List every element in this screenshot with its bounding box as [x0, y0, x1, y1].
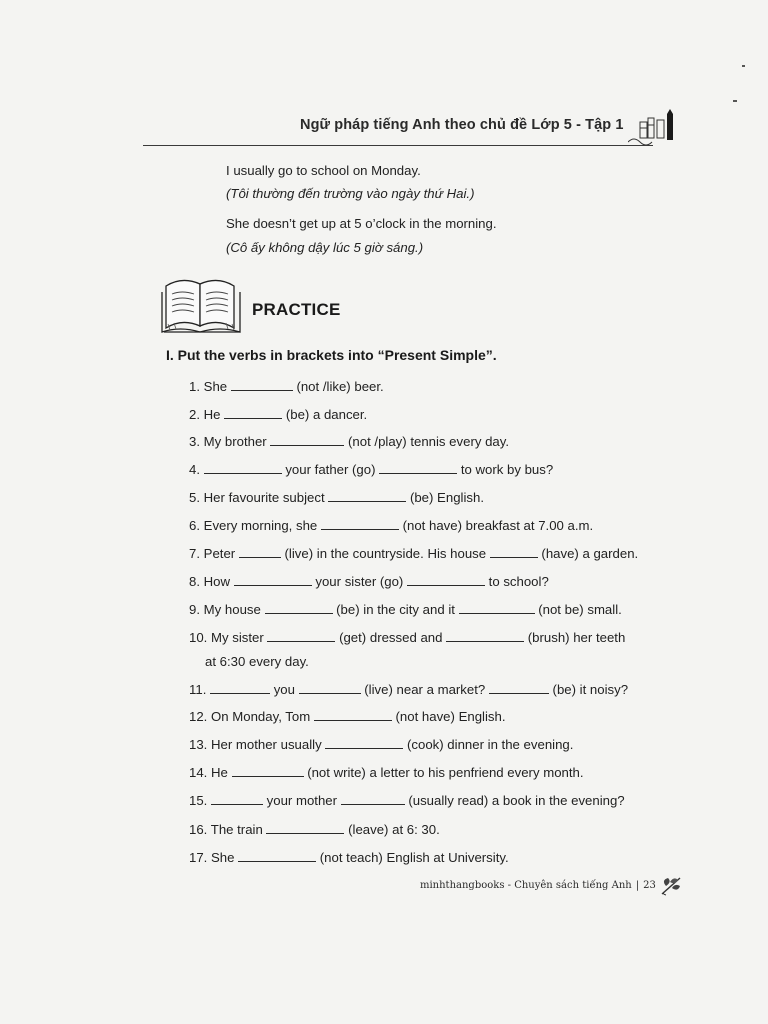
answer-blank[interactable] — [211, 792, 263, 805]
item-text: 13. Her mother usually — [189, 737, 326, 752]
item-text: 11. — [189, 682, 211, 697]
exercise-item — [189, 378, 384, 394]
item-text: (not be) small. — [534, 602, 622, 617]
example-translation: (Tôi thường đến trường vào ngày thứ Hai.) — [226, 186, 475, 201]
item-text: (not teach) English at University. — [316, 850, 509, 865]
item-text: 9. My house — [189, 602, 265, 617]
item-text: (not write) a letter to his penfriend every month. — [303, 765, 584, 780]
answer-blank[interactable] — [321, 517, 399, 530]
item-text: 3. My brother — [189, 434, 271, 449]
exercise-item — [189, 681, 628, 697]
item-text: 16. The train — [189, 822, 267, 837]
leaf-ornament-icon — [660, 876, 682, 896]
item-text: (live) near a market? — [360, 682, 489, 697]
item-text: 2. He — [189, 407, 225, 422]
exercise-item — [189, 601, 622, 617]
item-text: 4. — [189, 462, 204, 477]
item-text: (get) dressed and — [335, 630, 447, 645]
answer-blank[interactable] — [490, 545, 538, 558]
item-text: your father (go) — [281, 462, 380, 477]
exercise-item — [189, 461, 553, 477]
item-text: (usually read) a book in the evening? — [404, 793, 625, 808]
running-header-title: Ngữ pháp tiếng Anh theo chủ đề Lớp 5 - Tập 1 — [300, 117, 624, 133]
exercise-item — [189, 708, 505, 724]
exercise-item — [189, 736, 573, 752]
exercise-item — [189, 849, 509, 865]
answer-blank[interactable] — [224, 406, 282, 419]
item-text: (be) English. — [406, 490, 484, 505]
exercise-item — [189, 489, 484, 505]
answer-blank[interactable] — [379, 461, 457, 474]
item-text: 12. On Monday, Tom — [189, 709, 314, 724]
answer-blank[interactable] — [204, 461, 282, 474]
item-text: 14. He — [189, 765, 232, 780]
item-text: (leave) at 6: 30. — [344, 822, 440, 837]
item-text: (live) in the countryside. His house — [280, 546, 490, 561]
answer-blank[interactable] — [267, 629, 335, 642]
example-translation: (Cô ấy không dậy lúc 5 giờ sáng.) — [226, 240, 424, 255]
item-text: (cook) dinner in the evening. — [403, 737, 574, 752]
exercise-title: I. Put the verbs in brackets into “Present Simple”. — [166, 347, 497, 363]
item-text: 6. Every morning, she — [189, 518, 321, 533]
page-number: 23 — [643, 880, 656, 891]
answer-blank[interactable] — [239, 545, 281, 558]
exercise-item — [189, 517, 593, 533]
exercise-item — [189, 764, 584, 780]
answer-blank[interactable] — [270, 433, 344, 446]
item-text: (be) a dancer. — [282, 407, 368, 422]
answer-blank[interactable] — [314, 708, 392, 721]
footer-separator: | — [635, 880, 640, 891]
item-text: 10. My sister — [189, 630, 268, 645]
item-text: to work by bus? — [457, 462, 554, 477]
item-text: your mother — [263, 793, 341, 808]
answer-blank[interactable] — [238, 849, 316, 862]
exercise-item — [189, 545, 638, 561]
answer-blank[interactable] — [266, 821, 344, 834]
item-text: (be) it noisy? — [548, 682, 629, 697]
answer-blank[interactable] — [232, 764, 304, 777]
exercise-item — [189, 629, 625, 645]
exercise-item — [189, 792, 625, 808]
answer-blank[interactable] — [210, 681, 270, 694]
answer-blank[interactable] — [489, 681, 549, 694]
example-sentence: I usually go to school on Monday. — [226, 163, 421, 178]
practice-heading: PRACTICE — [252, 300, 341, 319]
item-text: your sister (go) — [311, 574, 407, 589]
header-rule — [143, 145, 653, 146]
item-text: 17. She — [189, 850, 239, 865]
scan-speck — [733, 100, 737, 102]
answer-blank[interactable] — [341, 792, 405, 805]
answer-blank[interactable] — [231, 378, 293, 391]
item-text: 15. — [189, 793, 211, 808]
open-book-icon — [160, 272, 244, 336]
exercise-item — [189, 821, 440, 837]
item-text: (have) a garden. — [537, 546, 639, 561]
item-text: (not /like) beer. — [292, 379, 384, 394]
footer-publisher: minhthangbooks - Chuyên sách tiếng Anh — [420, 880, 632, 891]
answer-blank[interactable] — [328, 489, 406, 502]
answer-blank[interactable] — [407, 573, 485, 586]
item-text: 7. Peter — [189, 546, 239, 561]
item-text: 8. How — [189, 574, 234, 589]
answer-blank[interactable] — [265, 601, 333, 614]
exercise-item — [189, 573, 549, 589]
answer-blank[interactable] — [459, 601, 535, 614]
answer-blank[interactable] — [325, 736, 403, 749]
exercise-item-continuation: at 6:30 every day. — [205, 654, 309, 669]
item-text: (not have) breakfast at 7.00 a.m. — [398, 518, 594, 533]
item-text: to school? — [485, 574, 549, 589]
item-text: 5. Her favourite subject — [189, 490, 329, 505]
item-text: (not have) English. — [391, 709, 506, 724]
answer-blank[interactable] — [299, 681, 361, 694]
item-text: 1. She — [189, 379, 231, 394]
scan-speck — [742, 65, 745, 67]
page-footer — [420, 880, 656, 891]
answer-blank[interactable] — [446, 629, 524, 642]
item-text: (be) in the city and it — [332, 602, 459, 617]
exercise-item — [189, 406, 367, 422]
example-sentence: She doesn’t get up at 5 o’clock in the morning. — [226, 216, 497, 231]
answer-blank[interactable] — [234, 573, 312, 586]
exercise-item — [189, 433, 509, 449]
item-text: (brush) her teeth — [524, 630, 626, 645]
item-text: you — [270, 682, 299, 697]
item-text: (not /play) tennis every day. — [344, 434, 510, 449]
